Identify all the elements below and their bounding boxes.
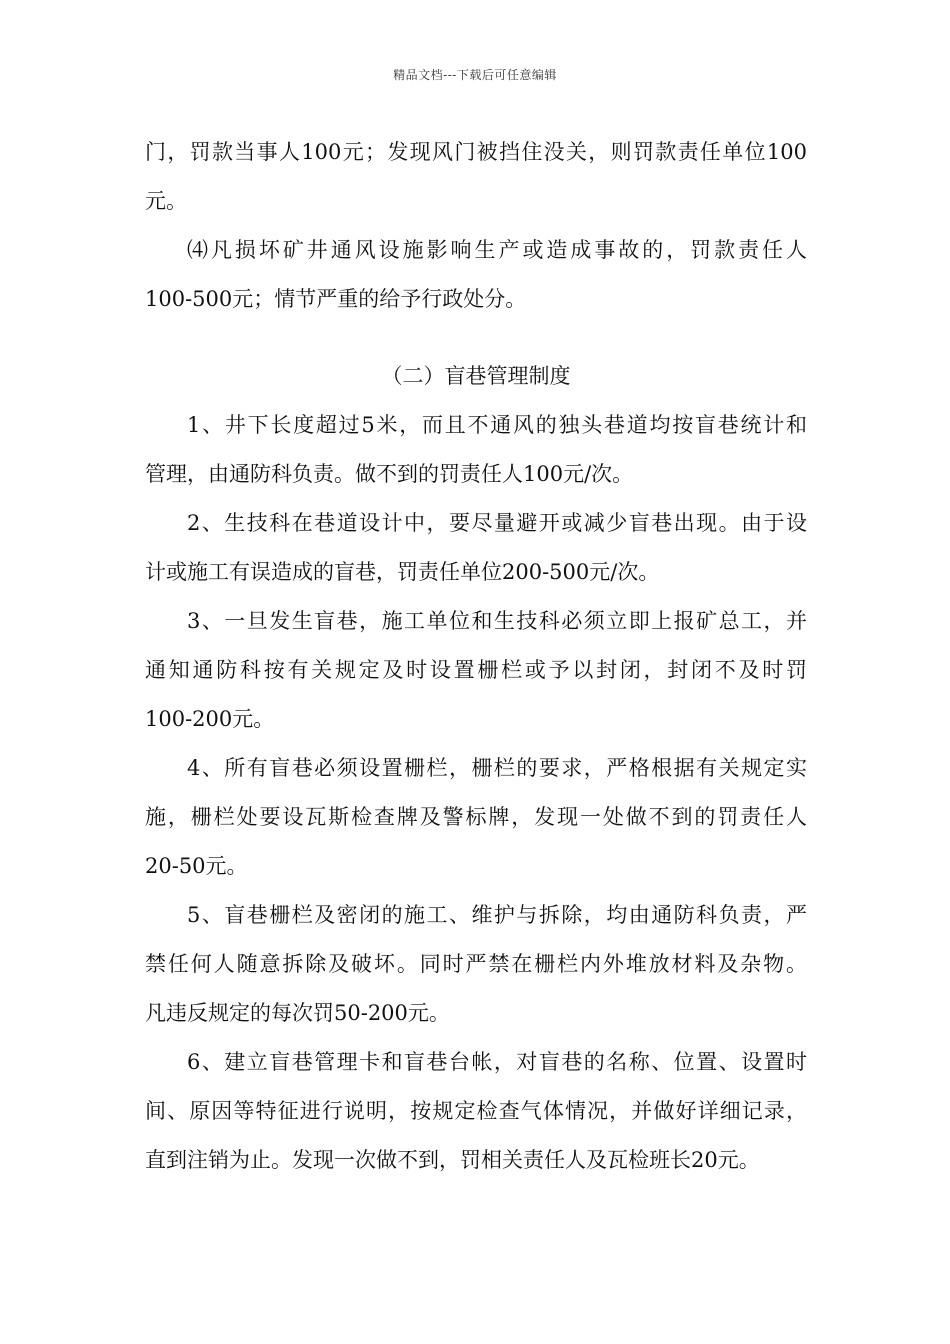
paragraph-line: 间、原因等特征进行说明，按规定检查气体情况，并做好详细记录， bbox=[145, 1099, 807, 1123]
paragraph-line: ⑷凡损坏矿井通风设施影响生产或造成事故的，罚款责任人 bbox=[187, 238, 807, 262]
section-gap bbox=[145, 324, 807, 350]
paragraph-line: 管理，由通防科负责。做不到的罚责任人100元/次。 bbox=[145, 462, 634, 486]
paragraph-line: 20-50元。 bbox=[145, 854, 248, 878]
paragraph-line: 计或施工有误造成的盲巷，罚责任单位200-500元/次。 bbox=[145, 560, 660, 584]
paragraph-line: 元。 bbox=[145, 189, 187, 213]
page-header: 精品文档---下载后可任意编辑 bbox=[393, 68, 557, 82]
paragraph-line: 6、建立盲巷管理卡和盲巷台帐，对盲巷的名称、位置、设置时 bbox=[187, 1050, 807, 1074]
paragraph-line: 5、盲巷栅栏及密闭的施工、维护与拆除，均由通防科负责，严 bbox=[187, 903, 807, 927]
paragraph-line: 3、一旦发生盲巷，施工单位和生技科必须立即上报矿总工，并 bbox=[187, 609, 807, 633]
paragraph-line: 4、所有盲巷必须设置栅栏，栅栏的要求，严格根据有关规定实 bbox=[187, 756, 807, 780]
paragraph-line: 直到注销为止。发现一次做不到，罚相关责任人及瓦检班长20元。 bbox=[145, 1148, 760, 1172]
paragraph-line: 门，罚款当事人100元；发现风门被挡住没关，则罚款责任单位100 bbox=[145, 140, 807, 164]
paragraph-line: 施，栅栏处要设瓦斯检查牌及警标牌，发现一处做不到的罚责任人 bbox=[145, 805, 807, 829]
paragraph-line: 100-500元；情节严重的给予行政处分。 bbox=[145, 287, 527, 311]
section-heading: （二）盲巷管理制度 bbox=[381, 364, 571, 388]
document-body bbox=[145, 128, 807, 1185]
paragraph-line: 100-200元。 bbox=[145, 707, 275, 731]
paragraph-line: 1、井下长度超过5米，而且不通风的独头巷道均按盲巷统计和 bbox=[187, 413, 807, 437]
paragraph-line: 凡违反规定的每次罚50-200元。 bbox=[145, 1001, 450, 1025]
paragraph-line: 禁任何人随意拆除及破坏。同时严禁在栅栏内外堆放材料及杂物。 bbox=[145, 952, 807, 976]
paragraph-line: 通知通防科按有关规定及时设置栅栏或予以封闭，封闭不及时罚 bbox=[145, 658, 807, 682]
paragraph-line: 2、生技科在巷道设计中，要尽量避开或减少盲巷出现。由于设 bbox=[187, 511, 807, 535]
